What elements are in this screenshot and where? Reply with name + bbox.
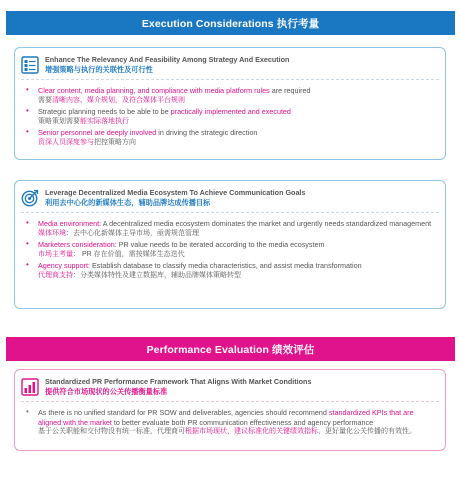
body-text: 把控策略方向 [94,138,136,146]
card-subtitle: 提供符合市场现状的公关传播衡量标准 [45,387,168,396]
pr-framework-card [14,369,446,451]
body-text: 需要 [38,96,52,104]
highlight-text: Clear content, media planning, and compliance with media platform rules [38,86,270,95]
list-item [25,86,437,105]
card-title: Standardized PR Performance Framework That Aligns With Market Conditions [45,377,312,386]
list-item [25,240,437,259]
highlight-text: practically implemented and executed [170,107,291,117]
body-text: ，更好量化公关传播的有效性。 [318,428,416,436]
card-header [21,376,439,402]
highlight-text: 代理商支持： [38,271,80,279]
card-subtitle: 增强策略与执行的关联性及可行性 [45,65,153,74]
body-text: 基于公关职能和交付物没有统一标准，代理商可 [38,428,185,436]
highlight-text: standardized KPIs that are aligned with the market [38,408,414,427]
body-text: 策略策划需要 [38,117,80,125]
card-header [21,54,439,80]
body-text: As there is no unified standard for PR SOW and deliverables, agencies should recommend [38,408,329,417]
target-icon [21,189,39,207]
list-item [25,219,437,238]
strategy-execution-card [14,47,446,160]
banner-title: Execution Considerations 执行考量 [141,17,320,30]
highlight-text: Agency support: [38,261,90,271]
list-item [25,107,437,126]
body-text: Establish database to classify media characteristics, and assist media transformation [89,261,362,271]
list-item [25,408,437,437]
divider [21,401,439,402]
highlight-text: Media environment: [38,219,102,228]
bullet-list [25,219,437,283]
performance-evaluation-banner [6,337,455,361]
document-list-icon [21,56,39,74]
body-text: A decentralized media ecosystem dominates the market and urgently needs standardized management [101,219,432,228]
highlight-text: 根据市场现状，建议标准化的关键绩效指标 [185,428,318,436]
card-title: Enhance The Relevancy And Feasibility Among Strategy And Execution [45,55,290,64]
banner-title: Performance Evaluation 绩效评估 [146,343,315,356]
highlight-text: 市场主考量： [38,250,80,258]
card-header [21,187,439,213]
highlight-text: Marketers consideration: [38,240,117,250]
card-subtitle: 利用去中心化的新媒体生态，辅助品牌达成传播目标 [45,198,211,207]
highlight-text: 能实际落地执行 [80,117,129,125]
divider [21,79,439,80]
body-text: PR value needs to be iterated according to the media ecosystem [116,240,325,250]
body-text: Strategic planning needs to be able to be [38,107,171,117]
bullet-list [25,86,437,150]
highlight-text: Senior personnel are deeply involved [38,128,157,138]
highlight-text: 资深人员深度参与 [38,138,94,146]
body-text: 去中心化新媒体主导市场，亟需规范管理 [73,229,199,237]
list-item [25,261,437,280]
body-text: in driving the strategic direction [156,128,258,138]
highlight-text: 清晰内容、媒介规划，及符合媒体平台规则 [52,96,185,104]
media-ecosystem-card [14,180,446,309]
body-text: are required [269,86,311,95]
divider [21,212,439,213]
body-text: PR 存在价值，需按媒体生态迭代 [80,250,185,258]
body-text: to better evaluate both PR communication effectiveness and agency performance [111,417,374,427]
body-text: 分类媒体特性及建立数据库，辅助品牌媒体策略转型 [80,271,241,279]
execution-considerations-banner [6,11,455,35]
card-title: Leverage Decentralized Media Ecosystem To Achieve Communication Goals [45,188,306,197]
highlight-text: 媒体环境： [38,229,73,237]
bullet-list [25,408,437,439]
bar-chart-icon [21,378,39,396]
list-item [25,128,437,147]
